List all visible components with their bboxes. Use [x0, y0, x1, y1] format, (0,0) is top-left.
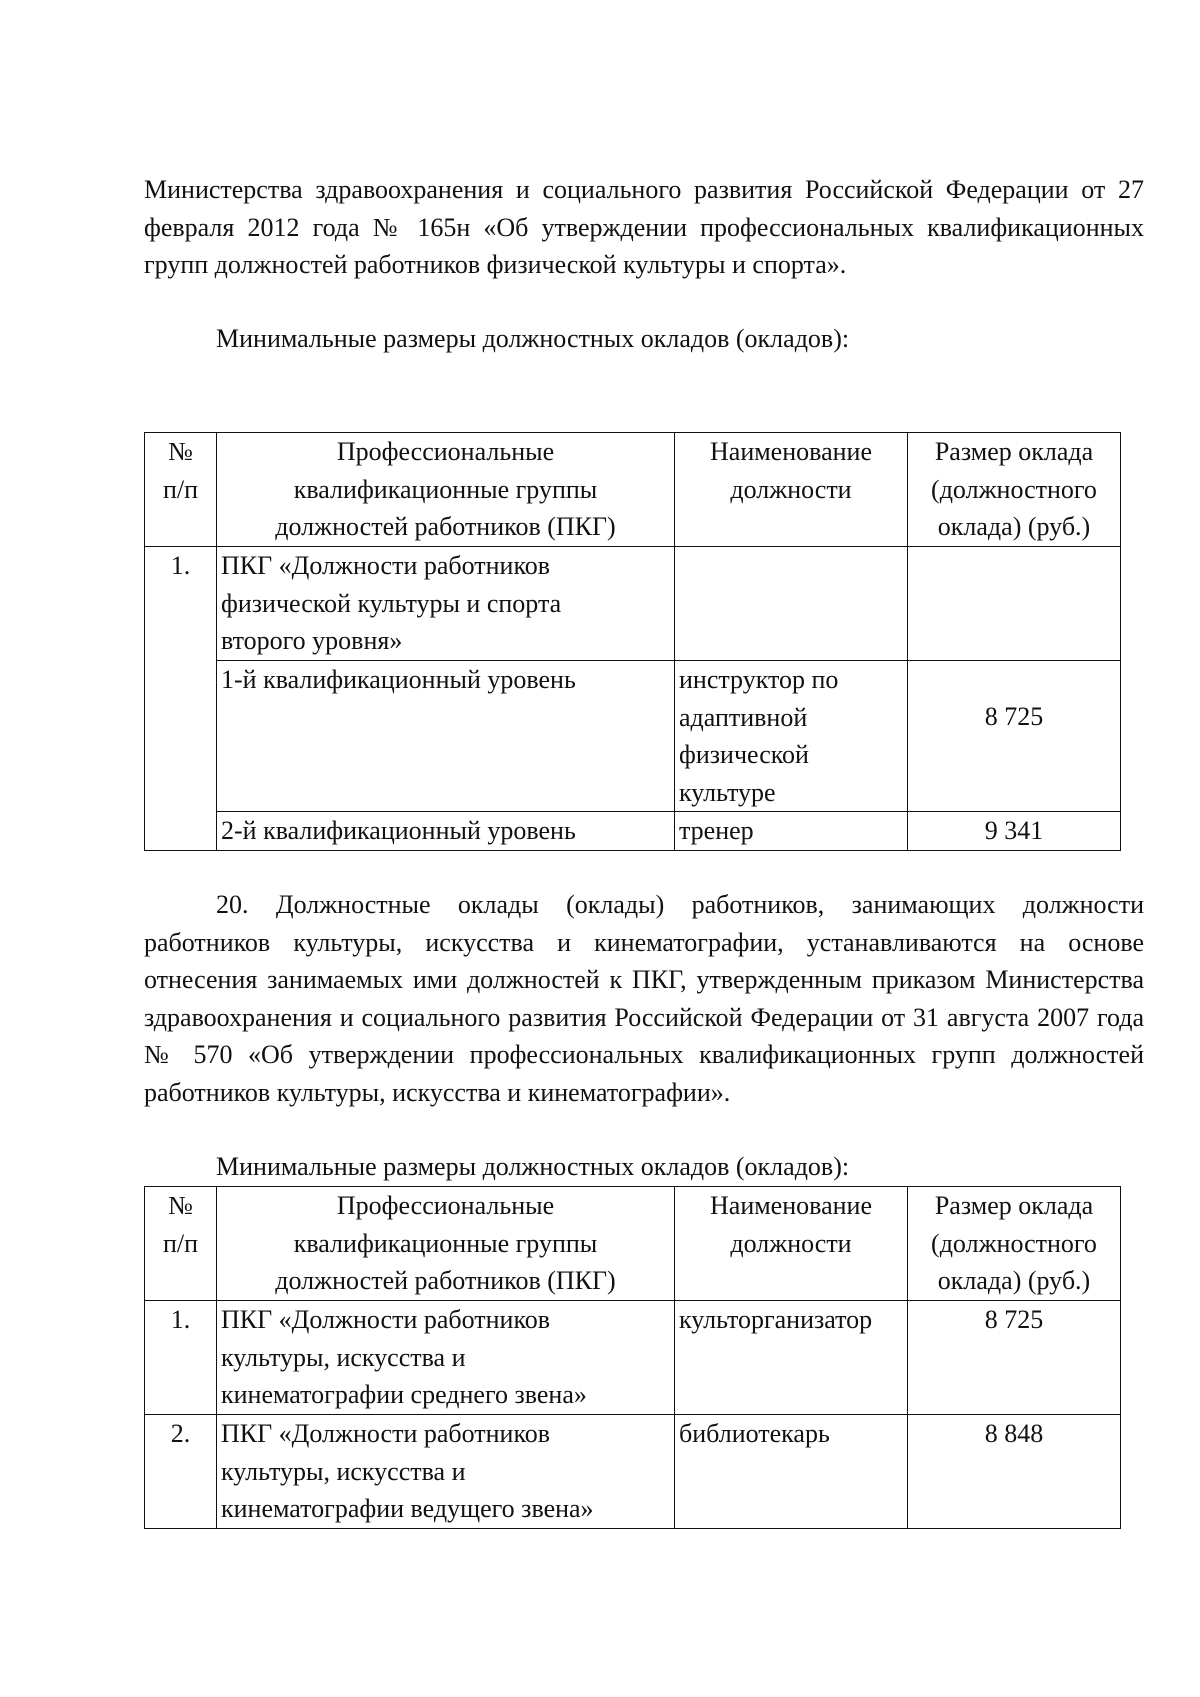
table-row	[145, 1415, 1121, 1529]
table-row	[145, 547, 1121, 661]
row-number: 2.	[145, 1415, 217, 1529]
position-name: культорганизатор	[675, 1301, 908, 1415]
salary-table-sport	[144, 432, 1121, 851]
header-pkg: Профессиональные квалификационные группы должностей работников (ПКГ)	[217, 433, 675, 547]
header-position: Наименование должности	[675, 433, 908, 547]
position-name: библиотекарь	[675, 1415, 908, 1529]
position-name: инструктор по адаптивной физической культуре	[675, 661, 908, 812]
pkg-name: ПКГ «Должности работников физической культуры и спорта второго уровня»	[217, 547, 675, 661]
row-number: 1.	[145, 1301, 217, 1415]
salary-value: 8 725	[908, 661, 1121, 812]
salary-value: 8 725	[908, 1301, 1121, 1415]
position-name: тренер	[675, 812, 908, 851]
table-row	[145, 812, 1121, 851]
header-num: № п/п	[145, 1187, 217, 1301]
salary-value: 8 848	[908, 1415, 1121, 1529]
position-empty	[675, 547, 908, 661]
salary-value: 9 341	[908, 812, 1121, 851]
qualification-level: 1-й квалификационный уровень	[217, 661, 675, 812]
section-20-paragraph: 20. Должностные оклады (оклады) работников, занимающих должности работников культуры, искусства и кинематографии, устанавливаются на основе отнесения занимаемых ими должностей к ПКГ, утвержденным приказом Министерства здравоохранения и социального развития Российской Федерации от 31 августа 2007 года № 570 «Об утверждении профессиональных квалификационных групп должностей работников культуры, искусства и кинематографии».	[144, 890, 1144, 1107]
table-header-row	[145, 433, 1121, 547]
intro-paragraph: Министерства здравоохранения и социального развития Российской Федерации от 27 февраля 2012 года № 165н «Об утверждении профессиональных квалификационных групп должностей работников физической культуры и спорта».	[144, 175, 1144, 279]
table2-caption: Минимальные размеры должностных окладов (окладов):	[216, 1152, 850, 1181]
salary-empty	[908, 547, 1121, 661]
pkg-name: ПКГ «Должности работников культуры, искусства и кинематографии среднего звена»	[217, 1301, 675, 1415]
qualification-level: 2-й квалификационный уровень	[217, 812, 675, 851]
table-row	[145, 661, 1121, 812]
salary-table-culture	[144, 1186, 1121, 1529]
table-header-row	[145, 1187, 1121, 1301]
row-number: 1.	[145, 547, 217, 851]
pkg-name: ПКГ «Должности работников культуры, искусства и кинематографии ведущего звена»	[217, 1415, 675, 1529]
header-num: № п/п	[145, 433, 217, 547]
table1-caption: Минимальные размеры должностных окладов (окладов):	[216, 324, 850, 353]
table-row	[145, 1301, 1121, 1415]
header-salary: Размер оклада (должностного оклада) (руб.)	[908, 1187, 1121, 1301]
header-position: Наименование должности	[675, 1187, 908, 1301]
header-pkg: Профессиональные квалификационные группы должностей работников (ПКГ)	[217, 1187, 675, 1301]
header-salary: Размер оклада (должностного оклада) (руб.)	[908, 433, 1121, 547]
